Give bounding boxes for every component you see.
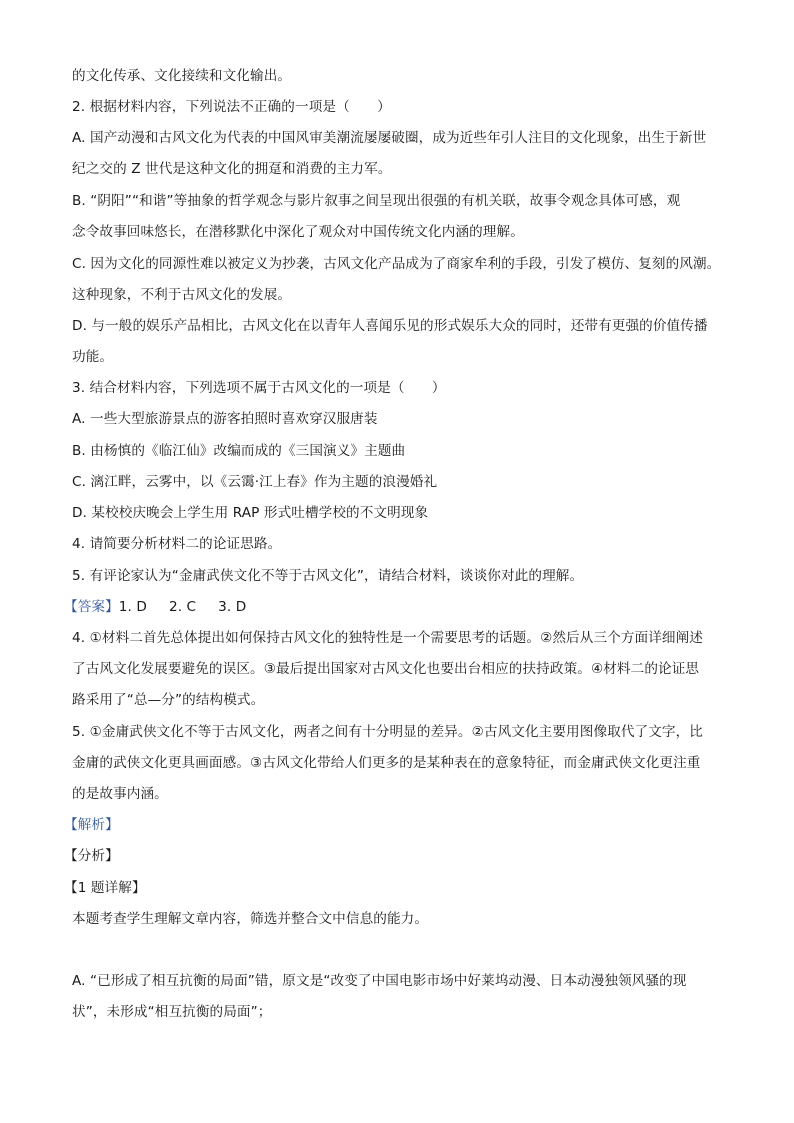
option-3a: A. 一些大型旅游景点的游客拍照时喜欢穿汉服唐装 <box>72 411 378 427</box>
answer-4-cont: 路采用了“总—分”的结构模式。 <box>72 692 265 708</box>
analysis-heading: 【解析】 <box>64 817 119 833</box>
question-2: 2. 根据材料内容，下列说法不正确的一项是（ ） <box>72 99 391 115</box>
option-3d: D. 某校校庆晚会上学生用 RAP 形式吐槽学校的不文明现象 <box>72 505 429 521</box>
option-2d-cont: 功能。 <box>72 349 114 365</box>
option-2a: A. 国产动漫和古风文化为代表的中国风审美潮流屡屡破圈，成为近些年引人注目的文化现象，出生于新世 <box>72 130 707 146</box>
answer-2: 2. C <box>168 599 197 615</box>
answer-4: 4. ①材料二首先总体提出如何保持古风文化的独特性是一个需要思考的话题。②然后从三个方面详细阐述 <box>72 630 703 646</box>
answer-label: 【答案】 <box>64 599 119 615</box>
option-2b-cont: 念令故事回味悠长，在潜移默化中深化了观众对中国传统文化内涵的理解。 <box>72 224 524 240</box>
answer-row <box>64 597 246 617</box>
explanation-a: A. “已形成了相互抗衡的局面”错，原文是“改变了中国电影市场中好莱坞动漫、日本动漫独领风骚的现 <box>72 973 687 989</box>
option-3c: C. 漓江畔，云雾中，以《云霭·江上春》作为主题的浪漫婚礼 <box>72 474 438 490</box>
answer-5: 5. ①金庸武侠文化不等于古风文化，两者之间有十分明显的差异。②古风文化主要用图像取代了文字，比 <box>72 724 703 740</box>
answer-3: 3. D <box>218 599 247 615</box>
option-2b: B. “阴阳”“和谐”等抽象的哲学观念与影片叙事之间呈现出很强的有机关联，故事令观念具体可感，观 <box>72 193 681 209</box>
answer-5-cont: 金庸的武侠文化更具画面感。③古风文化带给人们更多的是某种表在的意象特征，而金庸武侠文化更注重 <box>72 755 701 771</box>
option-2c: C. 因为文化的同源性难以被定义为抄袭，古风文化产品成为了商家牟利的手段，引发了模仿、复刻的风潮。 <box>72 256 721 272</box>
answer-4-cont: 了古风文化发展要避免的误区。③最后提出国家对古风文化也要出台相应的扶持政策。④材料二的论证思 <box>72 661 700 677</box>
answer-1: 1. D <box>118 599 147 615</box>
answer-5-cont: 的是故事内涵。 <box>72 786 168 802</box>
question-3: 3. 结合材料内容，下列选项不属于古风文化的一项是（ ） <box>72 380 446 396</box>
question-4: 4. 请简要分析材料二的论证思路。 <box>72 536 282 552</box>
option-3b: B. 由杨慎的《临江仙》改编而成的《三国演义》主题曲 <box>72 443 406 459</box>
explanation-text: 本题考查学生理解文章内容，筛选并整合文中信息的能力。 <box>72 911 429 927</box>
text-line: 的文化传承、文化接续和文化输出。 <box>72 68 292 84</box>
option-2c-cont: 这种现象，不利于古风文化的发展。 <box>72 287 292 303</box>
option-2a-cont: 纪之交的 Z 世代是这种文化的拥趸和消费的主力军。 <box>72 161 392 177</box>
option-2d: D. 与一般的娱乐产品相比，古风文化在以青年人喜闻乐见的形式娱乐大众的同时，还带有更强的价值传播 <box>72 318 708 334</box>
explanation-a-cont: 状”，未形成“相互抗衡的局面”； <box>72 1004 272 1020</box>
fenxi-heading: 【分析】 <box>64 848 119 864</box>
question-5: 5. 有评论家认为“金庸武侠文化不等于古风文化”，请结合材料，谈谈你对此的理解。 <box>72 568 584 584</box>
q1-detail-heading: 【1 题详解】 <box>64 880 146 896</box>
